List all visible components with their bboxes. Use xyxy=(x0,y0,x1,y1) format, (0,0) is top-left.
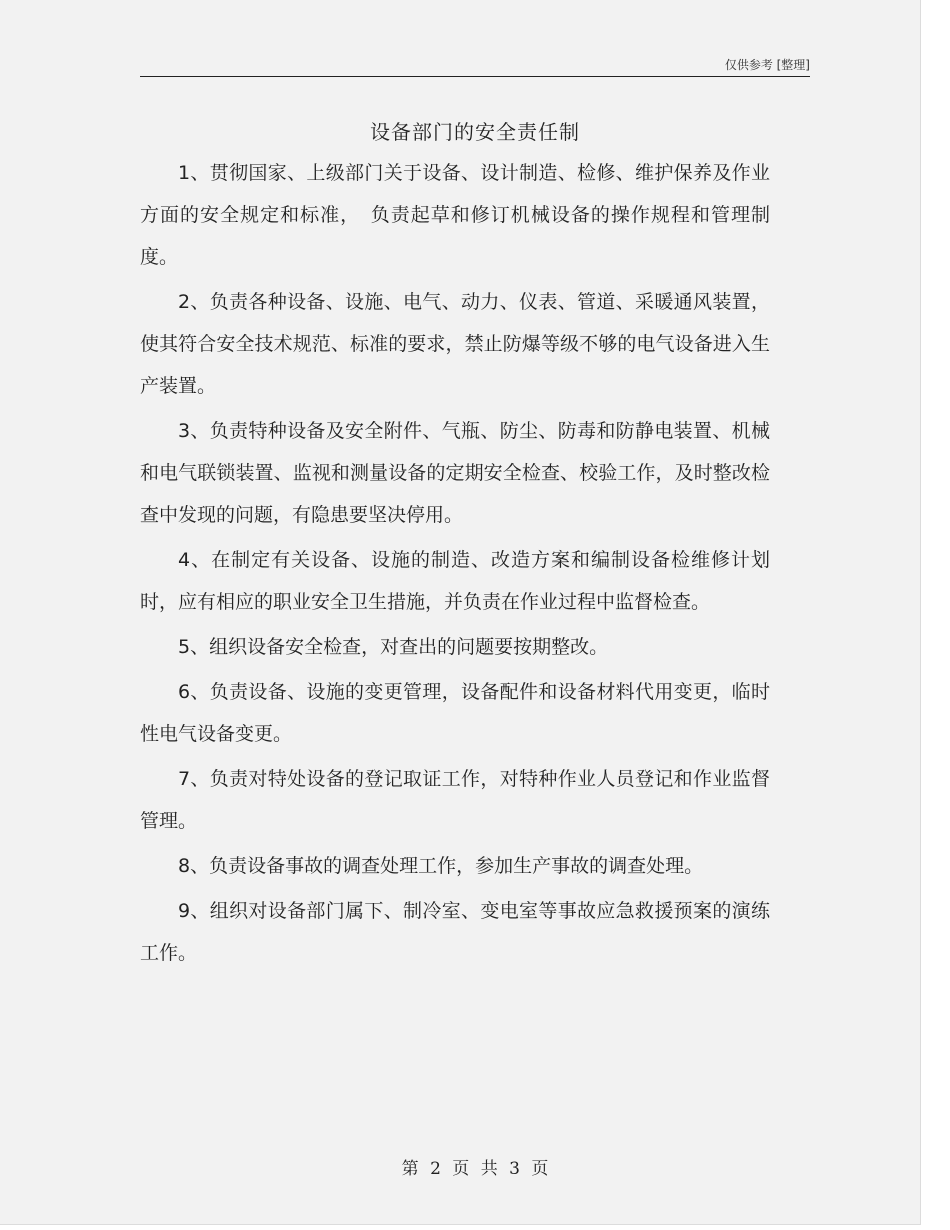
clause-4: 4、在制定有关设备、设施的制造、改造方案和编制设备检维修计划时，应有相应的职业安全卫生措施，并负责在作业过程中监督检查。 xyxy=(140,549,770,613)
document-title: 设备部门的安全责任制 xyxy=(370,120,580,144)
clause-8: 8、负责设备事故的调查处理工作，参加生产事故的调查处理。 xyxy=(178,855,704,877)
clause-5: 5、组织设备安全检查，对查出的问题要按期整改。 xyxy=(178,636,609,658)
clause-9: 9、组织对设备部门属下、制冷室、变电室等事故应急救援预案的演练工作。 xyxy=(140,900,770,964)
header-note: 仅供参考 [整理] xyxy=(724,58,810,72)
clause-7: 7、负责对特处设备的登记取证工作，对特种作业人员登记和作业监督管理。 xyxy=(140,768,770,832)
clause-6: 6、负责设备、设施的变更管理，设备配件和设备材料代用变更，临时性电气设备变更。 xyxy=(140,681,770,745)
header-rule xyxy=(140,76,810,77)
clause-2: 2、负责各种设备、设施、电气、动力、仪表、管道、采暖通风装置，使其符合安全技术规范、标准的要求，禁止防爆等级不够的电气设备进入生产装置。 xyxy=(140,291,770,397)
document-body xyxy=(140,152,770,977)
page-number-footer: 第 2 页 共 3 页 xyxy=(401,1159,549,1179)
clause-3: 3、负责特种设备及安全附件、气瓶、防尘、防毒和防静电装置、机械和电气联锁装置、监视和测量设备的定期安全检查、校验工作，及时整改检查中发现的问题，有隐患要坚决停用。 xyxy=(140,420,770,526)
clause-1: 1、贯彻国家、上级部门关于设备、设计制造、检修、维护保养及作业方面的安全规定和标准， 负责起草和修订机械设备的操作规程和管理制度。 xyxy=(140,162,770,268)
